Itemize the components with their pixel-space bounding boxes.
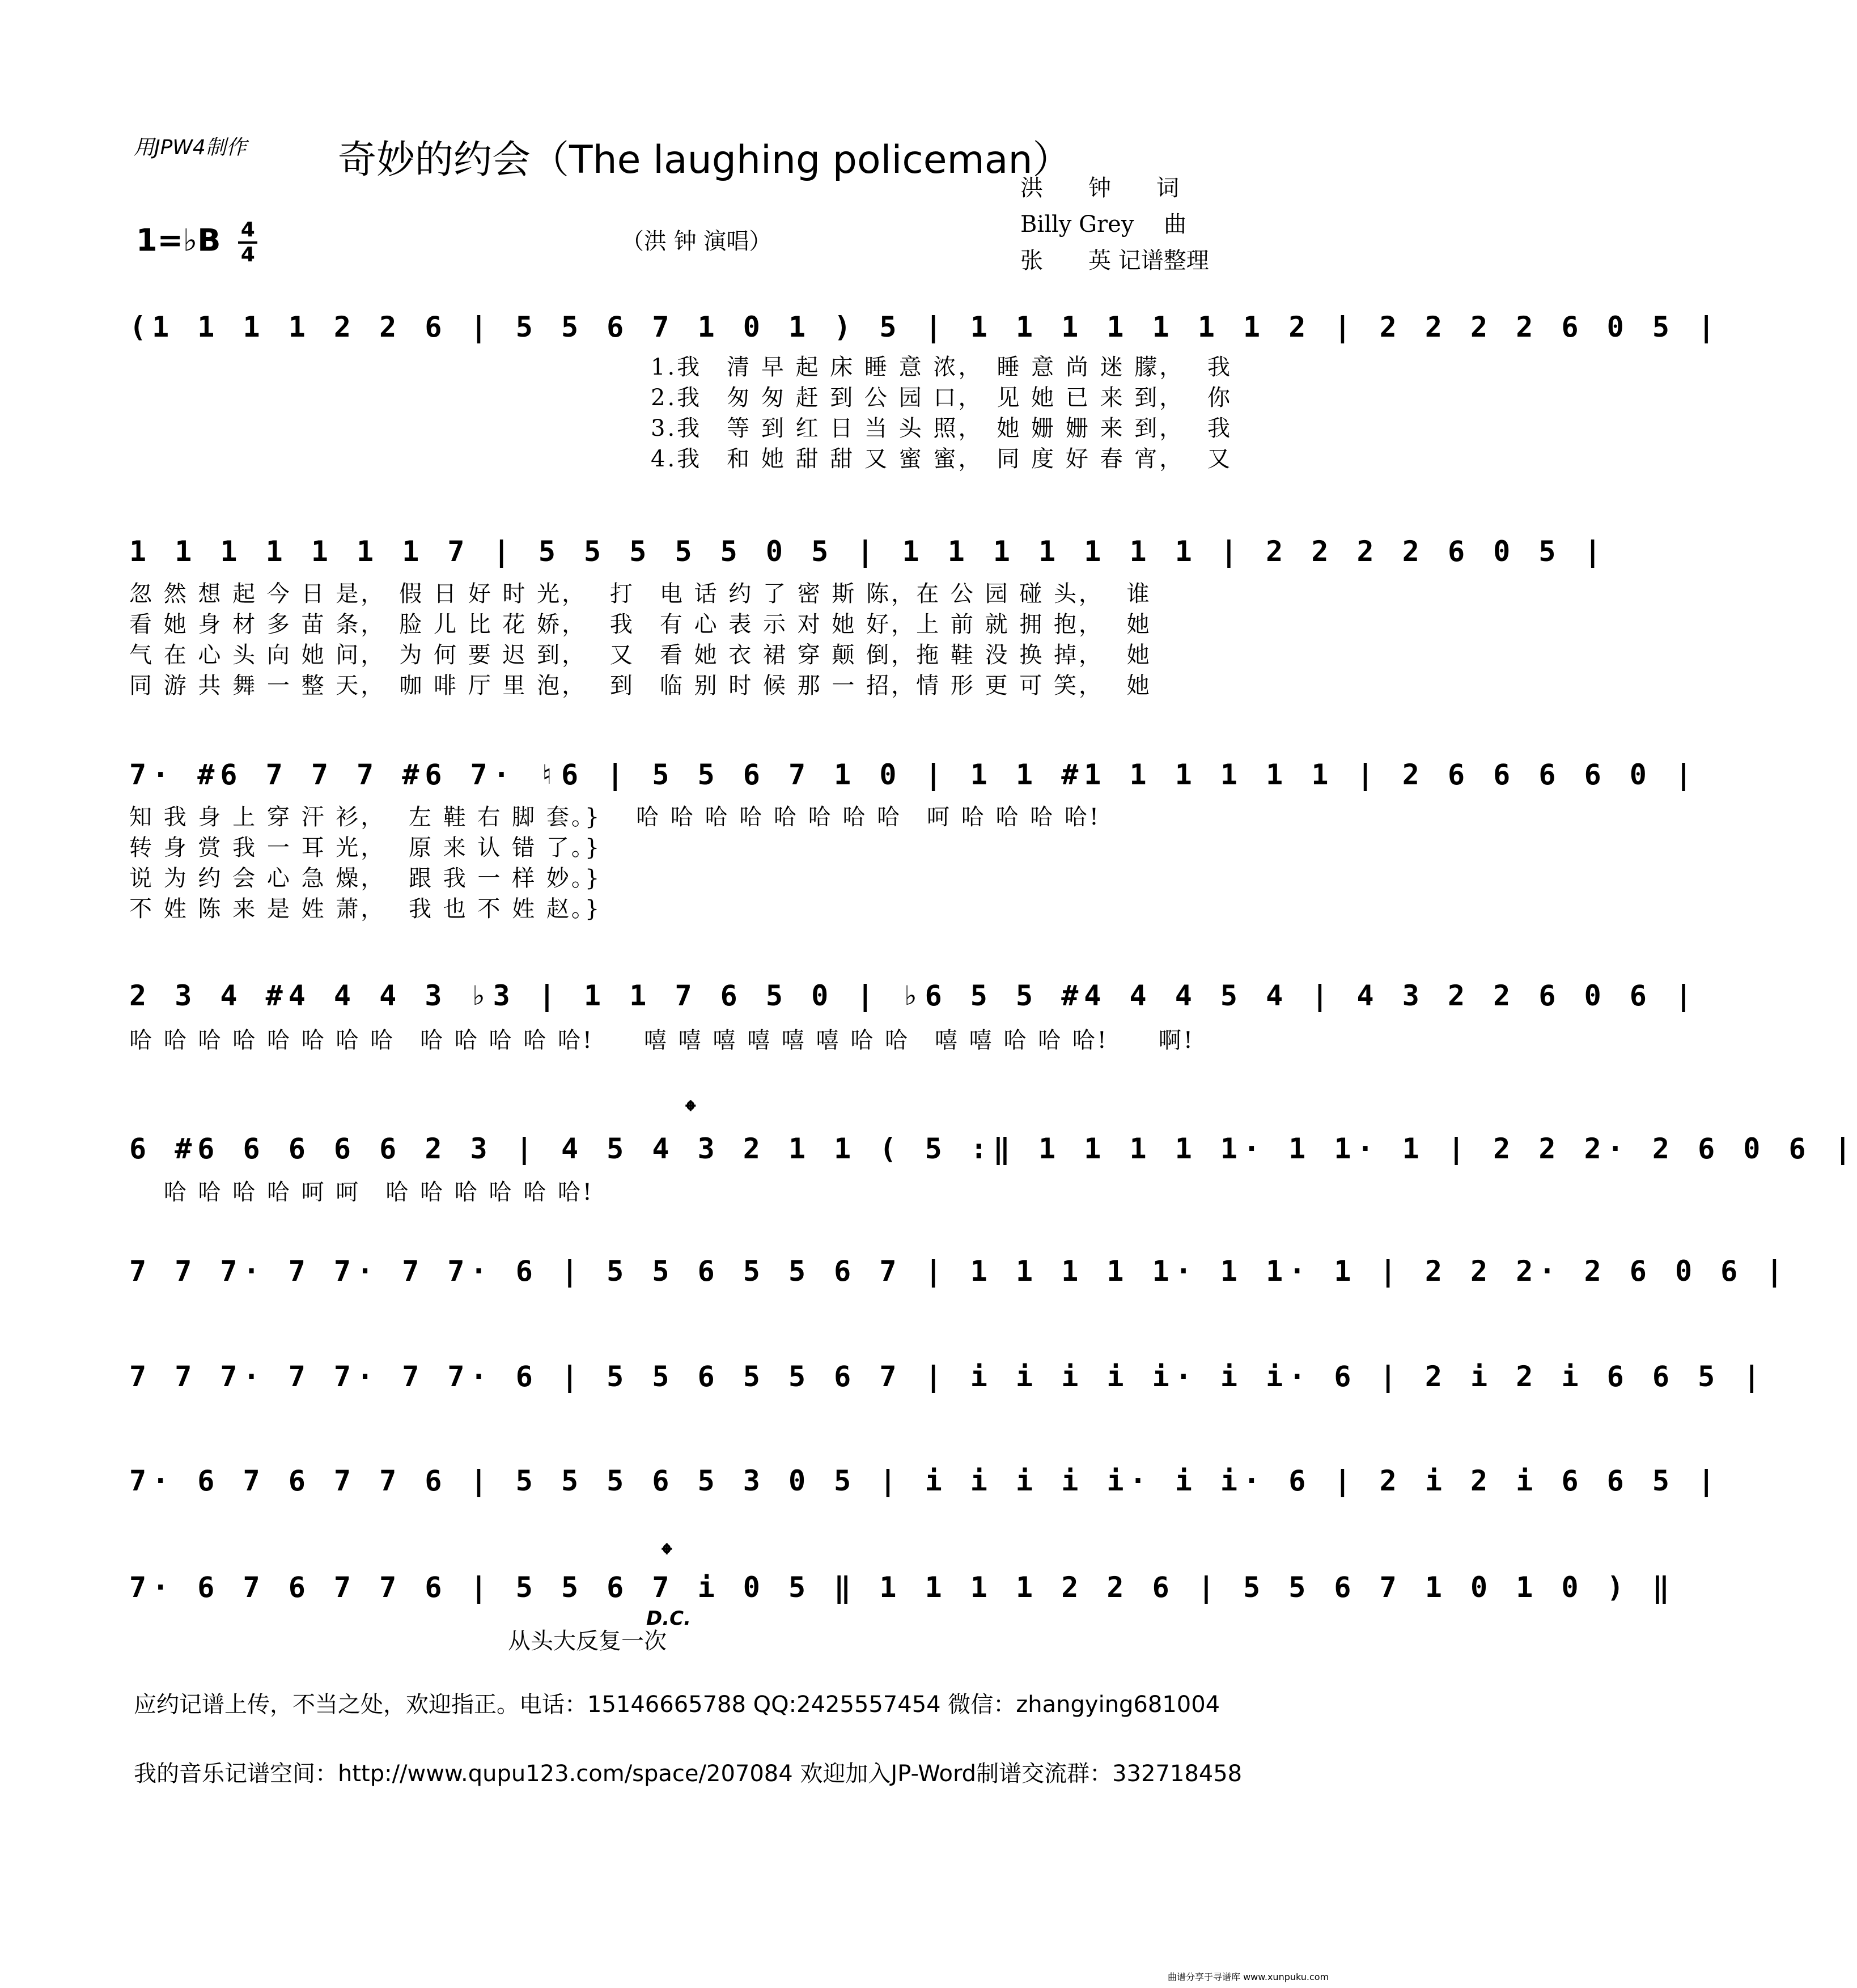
time-top: 4 bbox=[240, 218, 255, 241]
lyric-verse-3: 气 在 心 头 向 她 问， 为 何 要 迟 到， 又 看 她 衣 裙 穿 颠 倒，拖 鞋 没 换 掉， 她 bbox=[129, 642, 1152, 668]
note-row: 7 7 7· 7 7· 7 7· 6 | 5 5 6 5 5 6 7 | i i i i i· i i· 6 | 2 i 2 i 6 6 5 | bbox=[129, 1360, 1766, 1393]
lyric-verse-4: 4.我 和 她 甜 甜 又 蜜 蜜， 同 度 好 春 宵， 又 bbox=[651, 446, 1233, 472]
lyric-verse-2: 看 她 身 材 多 苗 条， 脸 儿 比 花 娇， 我 有 心 表 示 对 她 好，上 前 就 拥 抱， 她 bbox=[129, 611, 1152, 638]
arranger-credit: 张 英 记谱整理 bbox=[1020, 248, 1209, 274]
time-signature bbox=[238, 219, 257, 266]
note-row: 7· 6 7 6 7 7 6 | 5 5 6 7 i 0 5 ‖ 1 1 1 1 2 2 6 | 5 5 6 7 1 0 1 0 ) ‖ bbox=[129, 1571, 1675, 1604]
lyric-verse-2: 转 身 赏 我 一 耳 光， 原 来 认 错 了。} bbox=[129, 835, 602, 861]
lyric-verse-1: 忽 然 想 起 今 日 是， 假 日 好 时 光， 打 电 话 约 了 密 斯 陈，在 公 园 碰 头， 谁 bbox=[129, 581, 1152, 607]
note-row: 6 #6 6 6 6 6 2 3 | 4 5 4 3 2 1 1 ( 5 :‖ 1 1 1 1 1· 1 1· 1 | 2 2 2· 2 6 0 6 | bbox=[129, 1132, 1857, 1165]
note-row: (1 1 1 1 2 2 6 | 5 5 6 7 1 0 1 ) 5 | 1 1 1 1 1 1 1 2 | 2 2 2 2 6 0 5 | bbox=[129, 311, 1721, 343]
note-row: 1 1 1 1 1 1 1 7 | 5 5 5 5 5 0 5 | 1 1 1 1 1 1 1 | 2 2 2 2 6 0 5 | bbox=[129, 535, 1607, 568]
note-row: 7· #6 7 7 7 #6 7· ♮6 | 5 5 6 7 1 0 | 1 1 #1 1 1 1 1 1 | 2 6 6 6 6 0 | bbox=[129, 758, 1698, 791]
lyric-verse-1: 1.我 清 早 起 床 睡 意 浓， 睡 意 尚 迷 朦， 我 bbox=[651, 354, 1233, 380]
key-signature bbox=[136, 219, 257, 266]
footer-contact: 应约记谱上传，不当之处，欢迎指正。电话：15146665788 QQ:2425557454 微信：zhangying681004 bbox=[134, 1692, 1220, 1718]
note-row: 7 7 7· 7 7· 7 7· 6 | 5 5 6 5 5 6 7 | 1 1 1 1 1· 1 1· 1 | 2 2 2· 2 6 0 6 | bbox=[129, 1255, 1789, 1288]
lyric-verse-1: 哈 哈 哈 哈 哈 哈 哈 哈 哈 哈 哈 哈 哈! 嘻 嘻 嘻 嘻 嘻 嘻 哈 哈 嘻 嘻 哈 哈 哈! 啊! bbox=[129, 1027, 1195, 1054]
lyric-verse-1: 哈 哈 哈 哈 呵 呵 哈 哈 哈 哈 哈 哈! bbox=[129, 1179, 594, 1205]
composer-credit: Billy Grey 曲 bbox=[1020, 211, 1187, 237]
lyric-verse-4: 同 游 共 舞 一 整 天， 咖 啡 厅 里 泡， 到 临 别 时 候 那 一 招，情 形 更 可 笑， 她 bbox=[129, 673, 1152, 699]
lyric-verse-1: 知 我 身 上 穿 汗 衫， 左 鞋 右 脚 套。} 哈 哈 哈 哈 哈 哈 哈 哈 呵 哈 哈 哈 哈! bbox=[129, 804, 1101, 830]
time-bottom: 4 bbox=[240, 243, 255, 266]
dc-instruction: 从头大反复一次 bbox=[508, 1628, 667, 1654]
notes-line-6 bbox=[129, 1244, 1789, 1312]
lyric-verse-4: 不 姓 陈 来 是 姓 萧， 我 也 不 姓 赵。} bbox=[129, 896, 602, 922]
notes-line-7 bbox=[129, 1350, 1766, 1418]
lyric-verse-3: 3.我 等 到 红 日 当 头 照， 她 姗 姗 来 到， 我 bbox=[651, 415, 1233, 441]
coda-sign-2: 𝄌 bbox=[662, 1538, 672, 1570]
song-title: 奇妙的约会（The laughing policeman） bbox=[338, 138, 1071, 182]
lyricist-credit: 洪 钟 词 bbox=[1020, 175, 1179, 201]
notes-line-8 bbox=[129, 1454, 1721, 1522]
lyric-verse-2: 2.我 匆 匆 赶 到 公 园 口， 见 她 已 来 到， 你 bbox=[651, 385, 1233, 411]
singer-label: （洪 钟 演唱） bbox=[621, 228, 772, 254]
note-row: 7· 6 7 6 7 7 6 | 5 5 5 6 5 3 0 5 | i i i i i· i i· 6 | 2 i 2 i 6 6 5 | bbox=[129, 1464, 1721, 1497]
credits bbox=[1020, 170, 1209, 279]
key-label: 1=♭B bbox=[136, 222, 221, 258]
maker-note: 用JPW4制作 bbox=[134, 136, 247, 159]
lyric-verse-3: 说 为 约 会 心 急 燥， 跟 我 一 样 妙。} bbox=[129, 865, 602, 891]
dc-mark: D.C. bbox=[646, 1607, 692, 1630]
footer-space: 我的音乐记谱空间：http://www.qupu123.com/space/207084 欢迎加入JP-Word制谱交流群：332718458 bbox=[134, 1761, 1243, 1787]
notes-line-9 bbox=[129, 1561, 1675, 1629]
coda-sign-1: 𝄌 bbox=[686, 1095, 696, 1127]
note-row: 2 3 4 #4 4 4 3 ♭3 | 1 1 7 6 5 0 | ♭6 5 5 #4 4 4 5 4 | 4 3 2 2 6 0 6 | bbox=[129, 979, 1698, 1012]
watermark: 曲谱分享于寻谱库 www.xunpuku.com bbox=[1168, 1972, 1329, 1982]
